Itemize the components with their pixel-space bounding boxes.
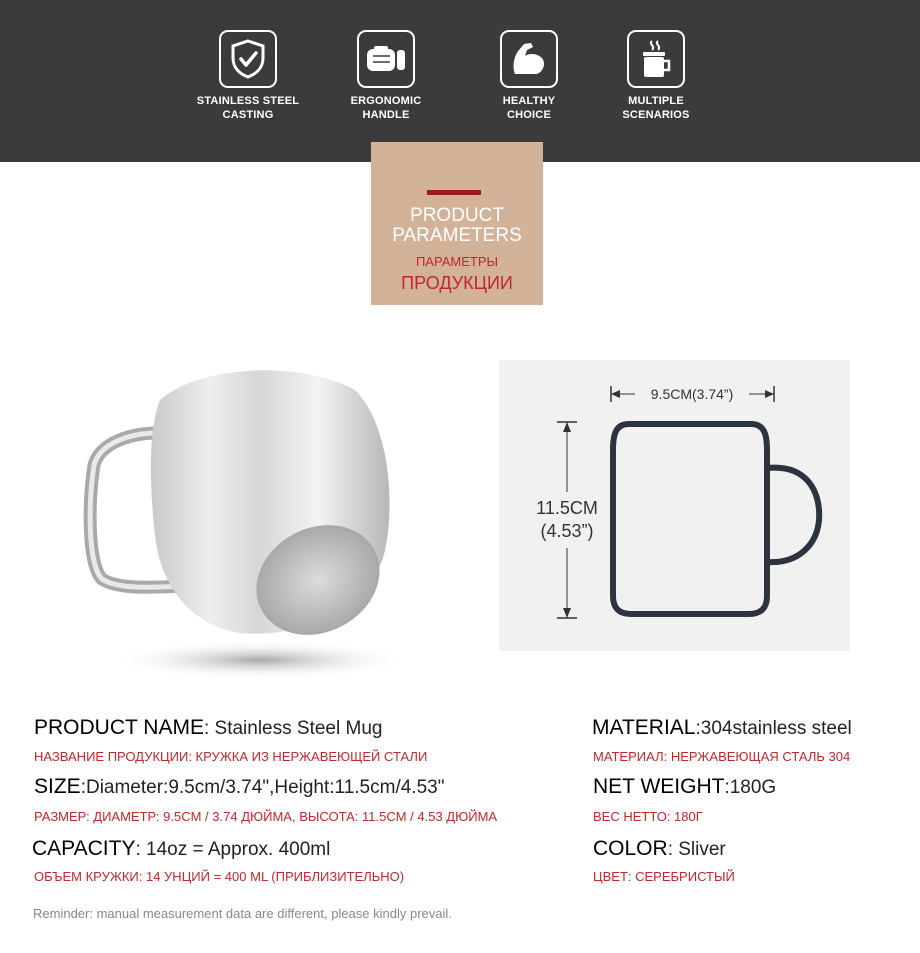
spec-key: SIZE [34, 775, 81, 798]
feature-healthy-choice [464, 30, 594, 122]
spec-value: : Sliver [667, 839, 726, 860]
spec-key: MATERIAL [592, 716, 696, 739]
spec-key: CAPACITY [32, 837, 136, 860]
spec-key: PRODUCT NAME [34, 716, 204, 739]
feature-label: STAINLESS STEEL CASTING [196, 95, 300, 121]
mug-shadow [110, 640, 410, 680]
spec-size-ru: РАЗМЕР: ДИАМЕТР: 9.5CM / 3.74 ДЮЙМА, ВЫСОТА: 11.5CM / 4.53 ДЮЙМА [34, 809, 498, 824]
spec-value: :180G [724, 777, 777, 798]
accent-divider [427, 190, 481, 195]
mug-outline [613, 424, 767, 614]
spec-value: : 14oz = Approx. 400ml [135, 839, 331, 860]
parameters-title-ru-line1: ПАРАМЕТРЫ [415, 254, 499, 269]
feature-multiple-scenarios [591, 30, 721, 122]
spec-key: COLOR [593, 837, 668, 860]
spec-net-weight-ru: ВЕС НЕТТО: 180Г [593, 809, 703, 824]
feature-bar [0, 0, 920, 162]
width-label: 9.5CM(3.74”) [650, 386, 734, 402]
feature-stainless-steel [183, 30, 313, 122]
spec-key: NET WEIGHT [593, 775, 725, 798]
shield-check-icon [219, 30, 277, 88]
fist-handle-icon [357, 30, 415, 88]
dimension-diagram [499, 360, 850, 651]
spec-product-name [34, 716, 382, 740]
spec-value: :Diameter:9.5cm/3.74",Height:11.5cm/4.53" [80, 777, 445, 798]
height-label-cm: 11.5CM [536, 498, 598, 518]
spec-capacity [32, 837, 330, 861]
feature-label: HEALTHY CHOICE [502, 95, 556, 121]
steaming-mug-icon [627, 30, 685, 88]
flexed-arm-icon [500, 30, 558, 88]
spec-color-ru: ЦВЕТ: СЕРЕБРИСТЫЙ [593, 869, 735, 884]
feature-ergonomic-handle [321, 30, 451, 122]
measurement-reminder: Reminder: manual measurement data are different, please kindly prevail. [33, 906, 452, 921]
spec-material [592, 716, 852, 740]
height-label-in: (4.53”) [540, 521, 594, 541]
feature-label: ERGONOMIC HANDLE [350, 95, 422, 121]
parameters-title-ru-line2: ПРОДУКЦИИ [401, 273, 513, 293]
spec-product-name-ru: НАЗВАНИЕ ПРОДУКЦИИ: КРУЖКА ИЗ НЕРЖАВЕЮЩЕЙ СТАЛИ [34, 749, 428, 764]
spec-value: : Stainless Steel Mug [203, 718, 383, 739]
spec-color [593, 837, 726, 861]
mug-outline-handle [767, 468, 819, 563]
spec-capacity-ru: ОБЪЕМ КРУЖКИ: 14 УНЦИЙ = 400 ML (ПРИБЛИЗИТЕЛЬНО) [34, 869, 405, 884]
feature-label: MULTIPLE SCENARIOS [622, 95, 690, 121]
parameters-title-en: PRODUCT PARAMETERS [392, 205, 522, 246]
spec-net-weight [593, 775, 776, 799]
spec-material-ru: МАТЕРИАЛ: НЕРЖАВЕЮЩАЯ СТАЛЬ 304 [593, 749, 851, 764]
product-parameters-heading [371, 142, 543, 305]
spec-size [34, 775, 444, 799]
spec-value: :304stainless steel [695, 718, 852, 739]
mug-product-photo [80, 355, 410, 695]
